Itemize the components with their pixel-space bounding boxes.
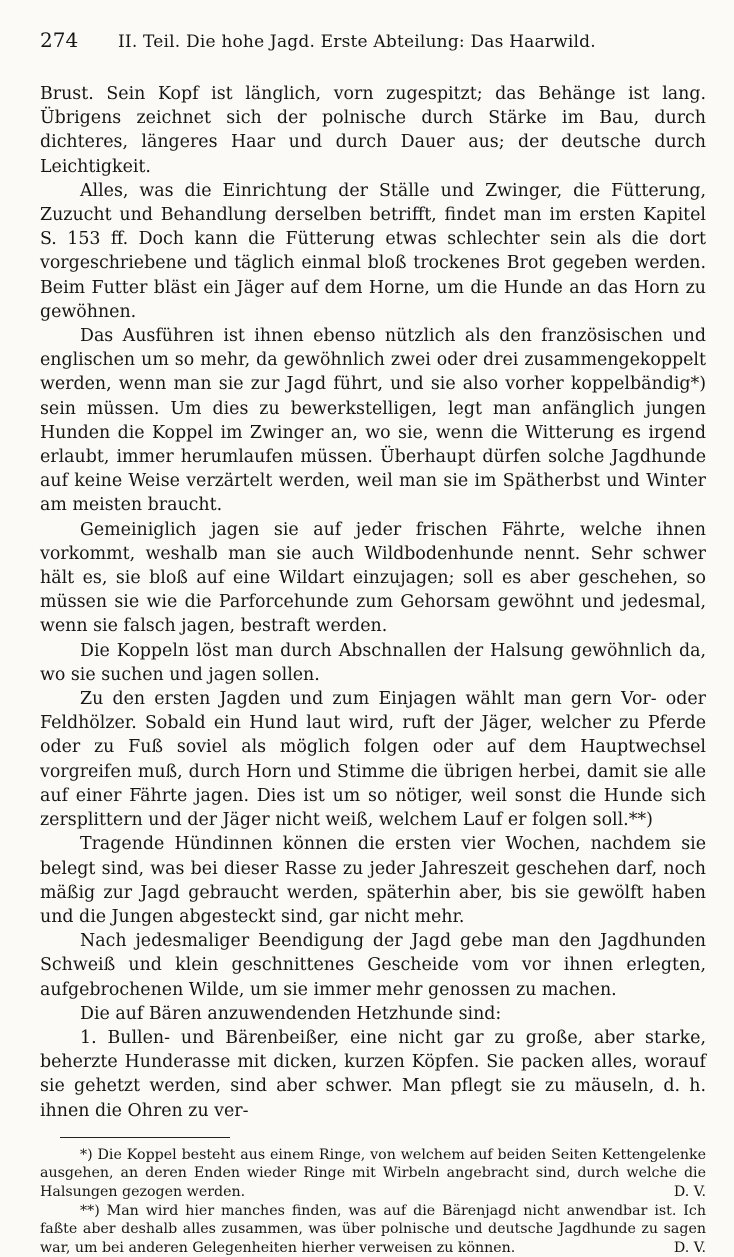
main-text [40,82,706,1123]
running-title: II. Teil. Die hohe Jagd. Erste Abteilung: Das Haarwild. [118,32,596,52]
footnote [40,1146,706,1202]
paragraph: Die Koppeln löst man durch Abschnallen der Halsung gewöhnlich da, wo sie suchen und jagen sollen. [40,640,706,685]
paragraph: Das Ausführen ist ihnen ebenso nützlich als den französischen und englischen um so mehr, da gewöhnlich zwei oder drei zusammengekoppelt werden, wenn man sie zur Jagd führt, und sie also vorher koppelbändig*) sein müssen. Um dies zu bewerkstelligen, legt man anfänglich jungen Hunden die Koppel im Zwinger an, wo sie, wenn die Witterung es irgend erlaubt, immer herumlaufen müssen. Überhaupt dürfen solche Jagdhunde auf keine Weise verzärtelt werden, weil man sie im Spätherbst und Winter am meisten braucht. [40,326,706,516]
paragraph: Tragende Hündinnen können die ersten vier Wochen, nachdem sie belegt sind, was bei dieser Rasse zu jeder Jahreszeit geschehen darf, noch mäßig zur Jagd gebraucht werden, späterhin aber, bis sie gewölft haben und die Jungen abgesteckt sind, gar nicht mehr. [40,834,706,927]
page-number: 274 [40,28,79,52]
footnote-text: **) Man wird hier manches finden, was auf die Bärenjagd nicht anwendbar ist. Ich faßte aber deshalb alles zusammen, was über polnische und deutsche Jagdhunde zu sagen war, um bei anderen Gelegenheiten hierher verweisen zu können. [40,1202,706,1256]
running-head [40,28,706,68]
footnote-signature: D. V. [673,1239,706,1256]
paragraph: Die auf Bären anzuwendenden Hetzhunde sind: [80,1003,502,1024]
paragraph: Zu den ersten Jagden und zum Einjagen wählt man gern Vor- oder Feldhölzer. Sobald ein Hund laut wird, ruft der Jäger, welcher zu Pferde oder zu Fuß soviel als möglich folgen oder auf dem Hauptwechsel vorgreifen muß, durch Horn und Stimme die übrigen herbei, damit sie alle auf einer Fährte jagen. Dies ist um so nötiger, weil sonst die Hunde sich zersplittern und der Jäger nicht weiß, welchem Lauf er folgen soll.**) [40,689,706,831]
paragraph: Gemeiniglich jagen sie auf jeder frischen Fährte, welche ihnen vorkommt, weshalb man sie auch Wildbodenhunde nennt. Sehr schwer hält es, sie bloß auf eine Wildart einzujagen; soll es aber geschehen, so müssen sie wie die Parforcehunde zum Gehorsam gewöhnt und jedesmal, wenn sie falsch jagen, bestraft werden. [40,519,706,637]
paragraph-continuation: Brust. Sein Kopf ist länglich, vorn zugespitzt; das Behänge ist lang. Übrigens zeichnet sich der polnische durch Stärke im Bau, durch dichteres, längeres Haar und durch Dauer aus; der deutsche durch Leichtigkeit. [40,84,706,177]
footnote-divider [60,1137,230,1138]
footnotes [40,1146,706,1257]
footnote [40,1202,706,1257]
footnote-signature: D. V. [673,1183,706,1200]
paragraph: Nach jedesmaliger Beendigung der Jagd gebe man den Jagdhunden Schweiß und klein geschnittenes Gescheide vom vor ihnen erlegten, aufgebrochenen Wilde, um sie immer mehr genossen zu machen. [40,931,706,1000]
paragraph: Alles, was die Einrichtung der Ställe und Zwinger, die Fütterung, Zuzucht und Behandlung derselben betrifft, findet man im ersten Kapitel S. 153 ff. Doch kann die Fütterung etwas schlechter sein als die dort vorgeschriebene und täglich einmal bloß trockenes Brot gegeben werden. Beim Futter bläst ein Jäger auf dem Horne, um die Hunde an das Horn zu gewöhnen. [40,180,706,322]
list-item: 1. Bullen- und Bärenbeißer, eine nicht gar zu große, aber starke, beherzte Hunderasse mit dicken, kurzen Köpfen. Sie packen alles, worauf sie gehetzt werden, sind aber schwer. Man pflegt sie zu mäuseln, d. h. ihnen die Ohren zu ver- [40,1027,706,1121]
footnote-text: *) Die Koppel besteht aus einem Ringe, von welchem auf beiden Seiten Kettengelenke ausgehen, an deren Enden wieder Ringe mit Wirbeln angebracht sind, durch welche die Halsungen gezogen werden. [40,1146,706,1200]
